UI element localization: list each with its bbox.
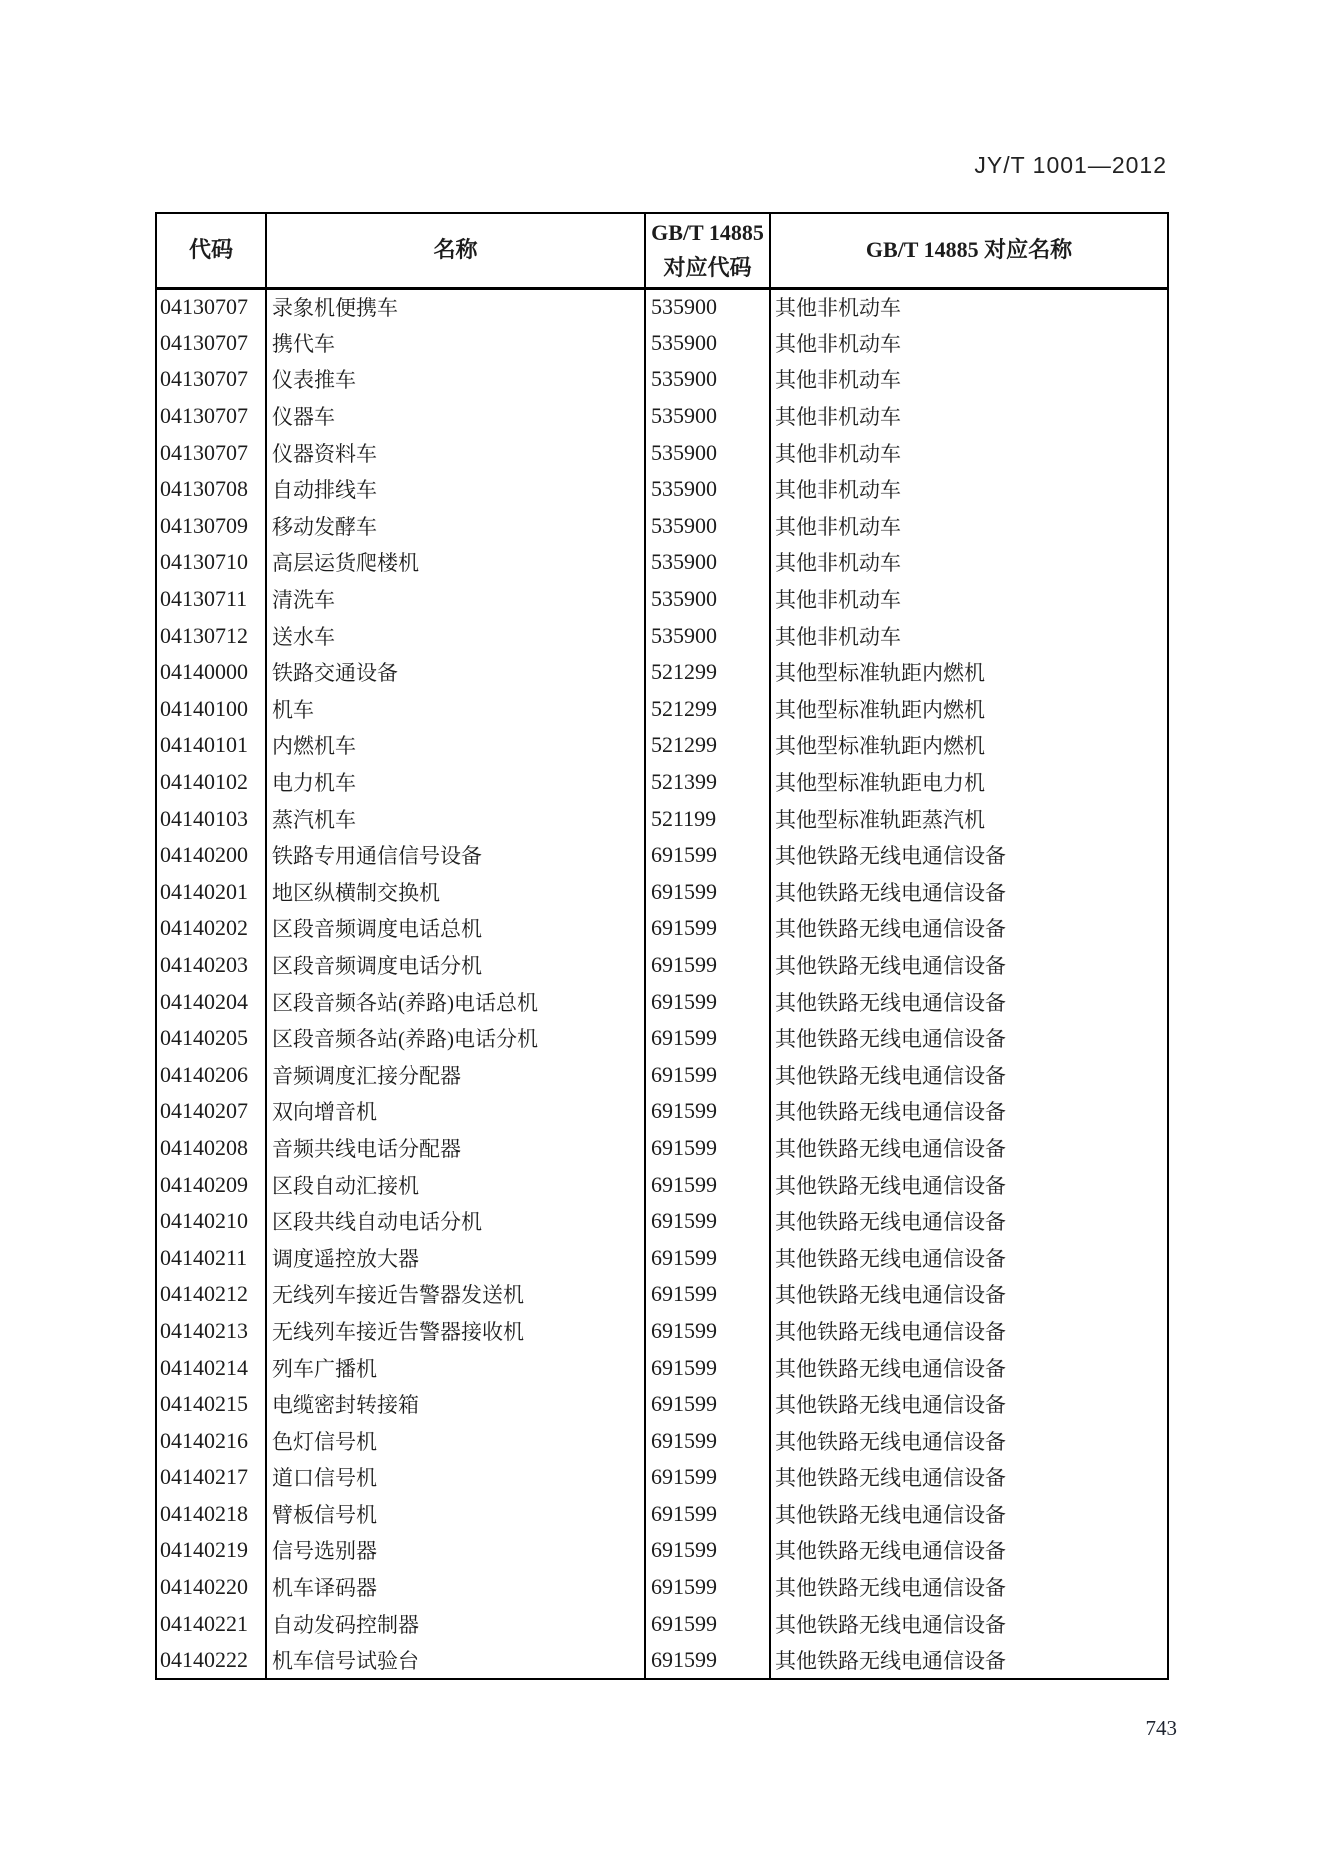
gbt-name-cell: 其他铁路无线电通信设备: [770, 1349, 1168, 1386]
name-cell: 蒸汽机车: [266, 800, 645, 837]
code-cell: 04130709: [156, 508, 266, 545]
code-cell: 04140208: [156, 1130, 266, 1167]
gbt-code-cell: 535900: [645, 617, 770, 654]
gbt-code-cell: 691599: [645, 1496, 770, 1533]
code-cell: 04140210: [156, 1203, 266, 1240]
table-row: [156, 544, 1168, 581]
page-number: 743: [1145, 1716, 1177, 1740]
table-row: [156, 1239, 1168, 1276]
code-cell: 04130707: [156, 434, 266, 471]
name-cell: 高层运货爬楼机: [266, 544, 645, 581]
gbt-code-cell: 535900: [645, 434, 770, 471]
gbt-code-cell: 691599: [645, 1422, 770, 1459]
name-cell: 区段音频调度电话分机: [266, 947, 645, 984]
table-row: [156, 947, 1168, 984]
header-gbt-code: [645, 213, 770, 288]
table-row: [156, 910, 1168, 947]
name-cell: 调度遥控放大器: [266, 1239, 645, 1276]
table-row: [156, 654, 1168, 691]
table-row: [156, 508, 1168, 545]
gbt-code-cell: 535900: [645, 361, 770, 398]
code-cell: 04140101: [156, 727, 266, 764]
name-cell: 臂板信号机: [266, 1496, 645, 1533]
code-cell: 04140100: [156, 691, 266, 728]
name-cell: 区段音频调度电话总机: [266, 910, 645, 947]
code-cell: 04140207: [156, 1093, 266, 1130]
header-code: 代码: [156, 213, 266, 288]
name-cell: 电力机车: [266, 764, 645, 801]
gbt-code-cell: 691599: [645, 1130, 770, 1167]
table-row: [156, 361, 1168, 398]
code-cell: 04140200: [156, 837, 266, 874]
table-row: [156, 471, 1168, 508]
gbt-code-cell: 521299: [645, 691, 770, 728]
code-cell: 04140215: [156, 1386, 266, 1423]
code-cell: 04130712: [156, 617, 266, 654]
table-row: [156, 325, 1168, 362]
gbt-code-cell: 691599: [645, 1605, 770, 1642]
table-row: [156, 617, 1168, 654]
code-cell: 04140212: [156, 1276, 266, 1313]
gbt-name-cell: 其他型标准轨距蒸汽机: [770, 800, 1168, 837]
gbt-name-cell: 其他非机动车: [770, 471, 1168, 508]
table-row: [156, 1313, 1168, 1350]
name-cell: 双向增音机: [266, 1093, 645, 1130]
gbt-name-cell: 其他铁路无线电通信设备: [770, 1020, 1168, 1057]
gbt-code-cell: 691599: [645, 1093, 770, 1130]
table-row: [156, 837, 1168, 874]
codes-table: [155, 212, 1169, 1680]
table-row: [156, 691, 1168, 728]
code-cell: 04130711: [156, 581, 266, 618]
header-gbt-code-line1: GB/T 14885: [651, 220, 764, 246]
table-row: [156, 764, 1168, 801]
table-row: [156, 581, 1168, 618]
gbt-code-cell: 691599: [645, 1020, 770, 1057]
gbt-name-cell: 其他非机动车: [770, 325, 1168, 362]
table-row: [156, 1422, 1168, 1459]
table-row: [156, 1276, 1168, 1313]
gbt-name-cell: 其他铁路无线电通信设备: [770, 1239, 1168, 1276]
gbt-code-cell: 691599: [645, 1203, 770, 1240]
code-cell: 04140216: [156, 1422, 266, 1459]
table-row: [156, 288, 1168, 325]
name-cell: 录象机便携车: [266, 288, 645, 325]
gbt-name-cell: 其他铁路无线电通信设备: [770, 947, 1168, 984]
gbt-name-cell: 其他铁路无线电通信设备: [770, 1130, 1168, 1167]
code-cell: 04140201: [156, 874, 266, 911]
gbt-name-cell: 其他铁路无线电通信设备: [770, 1422, 1168, 1459]
code-cell: 04140211: [156, 1239, 266, 1276]
gbt-code-cell: 535900: [645, 581, 770, 618]
gbt-code-cell: 691599: [645, 1532, 770, 1569]
name-cell: 音频调度汇接分配器: [266, 1056, 645, 1093]
name-cell: 信号选别器: [266, 1532, 645, 1569]
gbt-name-cell: 其他非机动车: [770, 361, 1168, 398]
code-cell: 04140205: [156, 1020, 266, 1057]
gbt-code-cell: 691599: [645, 1386, 770, 1423]
gbt-name-cell: 其他铁路无线电通信设备: [770, 1459, 1168, 1496]
name-cell: 色灯信号机: [266, 1422, 645, 1459]
table-row: [156, 1203, 1168, 1240]
gbt-code-cell: 691599: [645, 1056, 770, 1093]
gbt-code-cell: 535900: [645, 398, 770, 435]
gbt-code-cell: 691599: [645, 947, 770, 984]
gbt-name-cell: 其他型标准轨距电力机: [770, 764, 1168, 801]
table-row: [156, 1349, 1168, 1386]
gbt-code-cell: 691599: [645, 1239, 770, 1276]
gbt-code-cell: 521299: [645, 654, 770, 691]
standard-number: JY/T 1001—2012: [974, 152, 1167, 178]
gbt-name-cell: 其他铁路无线电通信设备: [770, 1056, 1168, 1093]
gbt-name-cell: 其他铁路无线电通信设备: [770, 1166, 1168, 1203]
code-table-container: [155, 212, 1169, 1680]
gbt-name-cell: 其他铁路无线电通信设备: [770, 1093, 1168, 1130]
gbt-code-cell: 535900: [645, 325, 770, 362]
code-cell: 04140102: [156, 764, 266, 801]
gbt-code-cell: 691599: [645, 1313, 770, 1350]
table-row: [156, 800, 1168, 837]
table-body: [156, 288, 1168, 1679]
name-cell: 机车译码器: [266, 1569, 645, 1606]
table-row: [156, 398, 1168, 435]
gbt-name-cell: 其他铁路无线电通信设备: [770, 1313, 1168, 1350]
code-cell: 04130710: [156, 544, 266, 581]
name-cell: 仪器资料车: [266, 434, 645, 471]
code-cell: 04140203: [156, 947, 266, 984]
code-cell: 04140221: [156, 1605, 266, 1642]
gbt-name-cell: 其他型标准轨距内燃机: [770, 691, 1168, 728]
table-row: [156, 1459, 1168, 1496]
table-row: [156, 1386, 1168, 1423]
code-cell: 04130707: [156, 325, 266, 362]
name-cell: 区段自动汇接机: [266, 1166, 645, 1203]
name-cell: 无线列车接近告警器接收机: [266, 1313, 645, 1350]
code-cell: 04140103: [156, 800, 266, 837]
header-name: 名称: [266, 213, 645, 288]
gbt-code-cell: 521299: [645, 727, 770, 764]
header-gbt-code-line2: 对应代码: [663, 255, 752, 281]
gbt-code-cell: 691599: [645, 910, 770, 947]
table-row: [156, 1569, 1168, 1606]
gbt-name-cell: 其他铁路无线电通信设备: [770, 1203, 1168, 1240]
gbt-name-cell: 其他铁路无线电通信设备: [770, 910, 1168, 947]
name-cell: 机车信号试验台: [266, 1642, 645, 1679]
name-cell: 携代车: [266, 325, 645, 362]
table-row: [156, 1056, 1168, 1093]
code-cell: 04130708: [156, 471, 266, 508]
code-cell: 04140000: [156, 654, 266, 691]
gbt-name-cell: 其他非机动车: [770, 434, 1168, 471]
code-cell: 04130707: [156, 361, 266, 398]
gbt-name-cell: 其他铁路无线电通信设备: [770, 874, 1168, 911]
gbt-code-cell: 691599: [645, 1166, 770, 1203]
gbt-code-cell: 691599: [645, 983, 770, 1020]
table-row: [156, 1605, 1168, 1642]
gbt-name-cell: 其他铁路无线电通信设备: [770, 1605, 1168, 1642]
code-cell: 04140202: [156, 910, 266, 947]
code-cell: 04140209: [156, 1166, 266, 1203]
name-cell: 区段共线自动电话分机: [266, 1203, 645, 1240]
table-row: [156, 1020, 1168, 1057]
name-cell: 音频共线电话分配器: [266, 1130, 645, 1167]
code-cell: 04130707: [156, 288, 266, 325]
name-cell: 铁路交通设备: [266, 654, 645, 691]
name-cell: 铁路专用通信信号设备: [266, 837, 645, 874]
gbt-code-cell: 535900: [645, 508, 770, 545]
gbt-code-cell: 691599: [645, 1349, 770, 1386]
table-row: [156, 1496, 1168, 1533]
gbt-code-cell: 691599: [645, 1569, 770, 1606]
gbt-name-cell: 其他非机动车: [770, 508, 1168, 545]
name-cell: 区段音频各站(养路)电话总机: [266, 983, 645, 1020]
name-cell: 自动发码控制器: [266, 1605, 645, 1642]
name-cell: 电缆密封转接箱: [266, 1386, 645, 1423]
gbt-code-cell: 691599: [645, 874, 770, 911]
table-row: [156, 1130, 1168, 1167]
code-cell: 04140218: [156, 1496, 266, 1533]
gbt-code-cell: 521199: [645, 800, 770, 837]
name-cell: 清洗车: [266, 581, 645, 618]
gbt-name-cell: 其他铁路无线电通信设备: [770, 1642, 1168, 1679]
table-row: [156, 727, 1168, 764]
code-cell: 04140213: [156, 1313, 266, 1350]
gbt-name-cell: 其他型标准轨距内燃机: [770, 727, 1168, 764]
gbt-name-cell: 其他非机动车: [770, 617, 1168, 654]
gbt-code-cell: 535900: [645, 471, 770, 508]
code-cell: 04140219: [156, 1532, 266, 1569]
table-row: [156, 983, 1168, 1020]
name-cell: 自动排线车: [266, 471, 645, 508]
gbt-name-cell: 其他铁路无线电通信设备: [770, 983, 1168, 1020]
name-cell: 送水车: [266, 617, 645, 654]
name-cell: 仪表推车: [266, 361, 645, 398]
name-cell: 内燃机车: [266, 727, 645, 764]
table-header-row: [156, 213, 1168, 288]
gbt-code-cell: 535900: [645, 544, 770, 581]
gbt-name-cell: 其他非机动车: [770, 398, 1168, 435]
gbt-name-cell: 其他非机动车: [770, 544, 1168, 581]
table-row: [156, 434, 1168, 471]
code-cell: 04140204: [156, 983, 266, 1020]
gbt-code-cell: 691599: [645, 1459, 770, 1496]
gbt-code-cell: 691599: [645, 1642, 770, 1679]
name-cell: 机车: [266, 691, 645, 728]
name-cell: 地区纵横制交换机: [266, 874, 645, 911]
gbt-name-cell: 其他铁路无线电通信设备: [770, 1496, 1168, 1533]
gbt-name-cell: 其他型标准轨距内燃机: [770, 654, 1168, 691]
name-cell: 列车广播机: [266, 1349, 645, 1386]
code-cell: 04140206: [156, 1056, 266, 1093]
header-gbt-name: GB/T 14885 对应名称: [770, 213, 1168, 288]
table-row: [156, 1642, 1168, 1679]
gbt-name-cell: 其他铁路无线电通信设备: [770, 1569, 1168, 1606]
gbt-name-cell: 其他铁路无线电通信设备: [770, 1532, 1168, 1569]
gbt-name-cell: 其他铁路无线电通信设备: [770, 1276, 1168, 1313]
name-cell: 仪器车: [266, 398, 645, 435]
code-cell: 04130707: [156, 398, 266, 435]
table-row: [156, 874, 1168, 911]
code-cell: 04140217: [156, 1459, 266, 1496]
table-row: [156, 1093, 1168, 1130]
gbt-code-cell: 691599: [645, 1276, 770, 1313]
table-row: [156, 1532, 1168, 1569]
code-cell: 04140214: [156, 1349, 266, 1386]
name-cell: 区段音频各站(养路)电话分机: [266, 1020, 645, 1057]
gbt-name-cell: 其他非机动车: [770, 288, 1168, 325]
name-cell: 道口信号机: [266, 1459, 645, 1496]
gbt-code-cell: 535900: [645, 288, 770, 325]
name-cell: 无线列车接近告警器发送机: [266, 1276, 645, 1313]
gbt-name-cell: 其他铁路无线电通信设备: [770, 837, 1168, 874]
gbt-name-cell: 其他铁路无线电通信设备: [770, 1386, 1168, 1423]
gbt-code-cell: 521399: [645, 764, 770, 801]
gbt-name-cell: 其他非机动车: [770, 581, 1168, 618]
table-row: [156, 1166, 1168, 1203]
code-cell: 04140222: [156, 1642, 266, 1679]
name-cell: 移动发酵车: [266, 508, 645, 545]
code-cell: 04140220: [156, 1569, 266, 1606]
gbt-code-cell: 691599: [645, 837, 770, 874]
